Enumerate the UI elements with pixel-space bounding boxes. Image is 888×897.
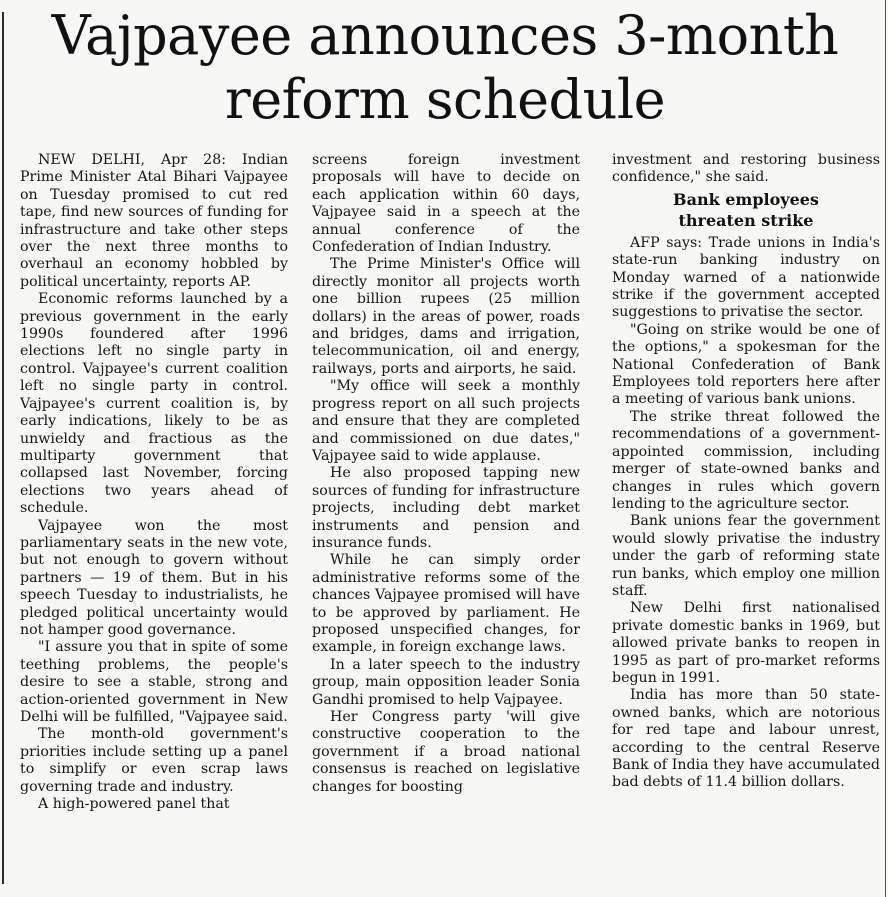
paragraph: "I assure you that in spite of some teething problems, the people's desire to see a stable, strong and action-oriented government in New Delhi will be fulfilled, "Vajpayee said. (20, 639, 288, 725)
paragraph: Her Congress party 'will give constructive cooperation to the government if a broad national consensus is reached on legislative changes for boosting (312, 709, 580, 795)
paragraph: Vajpayee won the most parliamentary seats in the new vote, but not enough to govern without partners — 19 of them. But in his speech Tuesday to industrialists, he pledged political uncertainty would not hamper good governance. (20, 517, 288, 638)
paragraph: He also proposed tapping new sources of funding for infrastructure projects, including debt market instruments and pension and insurance funds. (312, 465, 580, 551)
paragraph: Bank unions fear the government would slowly privatise the industry under the garb of reforming state run banks, which employ one million staff. (612, 513, 880, 599)
article-body (20, 152, 880, 892)
column-2 (312, 152, 580, 887)
paragraph: screens foreign investment proposals will have to decide on each application within 60 days, Vajpayee said in a speech at the annual conference of the Confederation of Indian Industry. (312, 152, 580, 256)
headline: Vajpayee announces 3-month reform schedule (51, 4, 839, 131)
paragraph: The strike threat followed the recommendations of a government-appointed commission, including merger of state-owned banks and changes in rules which govern lending to the agriculture sector. (612, 408, 880, 512)
paragraph: Economic reforms launched by a previous government in the early 1990s foundered after 1996 elections left no single party in control. Vajpayee's current coalition left no single party in control. Vajpayee's current coalition is, by early indications, likely to be as unwieldy and fractious as the multiparty government that collapsed last November, forcing elections two years ahead of schedule. (20, 291, 288, 517)
paragraph: In a later speech to the industry group, main opposition leader Sonia Gandhi promised to help Vajpayee. (312, 656, 580, 708)
subheading-line: threaten strike (678, 210, 814, 230)
paragraph: "My office will seek a monthly progress report on all such projects and ensure that they are completed and commissioned on due dates," Vajpayee said to wide applause. (312, 378, 580, 464)
paragraph: A high-powered panel that (38, 796, 230, 813)
paragraph: New Delhi first nationalised private domestic banks in 1969, but allowed private banks to reopen in 1995 as part of pro-market reforms begun in 1991. (612, 600, 880, 686)
paragraph: investment and restoring business confidence," she said. (612, 152, 880, 186)
column-1 (20, 152, 288, 887)
right-edge-rule (885, 0, 886, 897)
paragraph: The Prime Minister's Office will directly monitor all projects worth one billion rupees (25 million dollars) in the areas of power, roads and bridges, dams and irrigation, telecommunication, oil and energy, railways, ports and airports, he said. (312, 256, 580, 377)
paragraph: NEW DELHI, Apr 28: Indian Prime Minister Atal Bihari Vajpayee on Tuesday promised to cut red tape, find new sources of funding for infrastructure and take other steps over the next three months to overhaul an economy hobbled by political uncertainty, reports AP. (20, 152, 288, 290)
paragraph: AFP says: Trade unions in India's state-run banking industry on Monday warned of a nationwide strike if the government accepted suggestions to privatise the sector. (612, 234, 880, 321)
column-3 (612, 152, 880, 887)
paragraph: While he can simply order administrative reforms some of the chances Vajpayee promised will have to be approved by parliament. He proposed unspecified changes, for example, in foreign exchange laws. (312, 552, 580, 656)
subheading (612, 189, 880, 231)
paragraph: The month-old government's priorities include setting up a panel to simplify or even scrap laws governing trade and industry. (20, 726, 288, 795)
subheading-line: Bank employees (673, 189, 819, 209)
left-column-rule (2, 12, 4, 884)
paragraph: India has more than 50 state-owned banks, which are notorious for red tape and labour unrest, according to the central Reserve Bank of India they have accumulated bad debts of 11.4 billion dollars. (612, 687, 880, 791)
paragraph: "Going on strike would be one of the options," a spokesman for the National Confederation of Bank Employees told reporters here after a meeting of various bank unions. (612, 321, 880, 408)
